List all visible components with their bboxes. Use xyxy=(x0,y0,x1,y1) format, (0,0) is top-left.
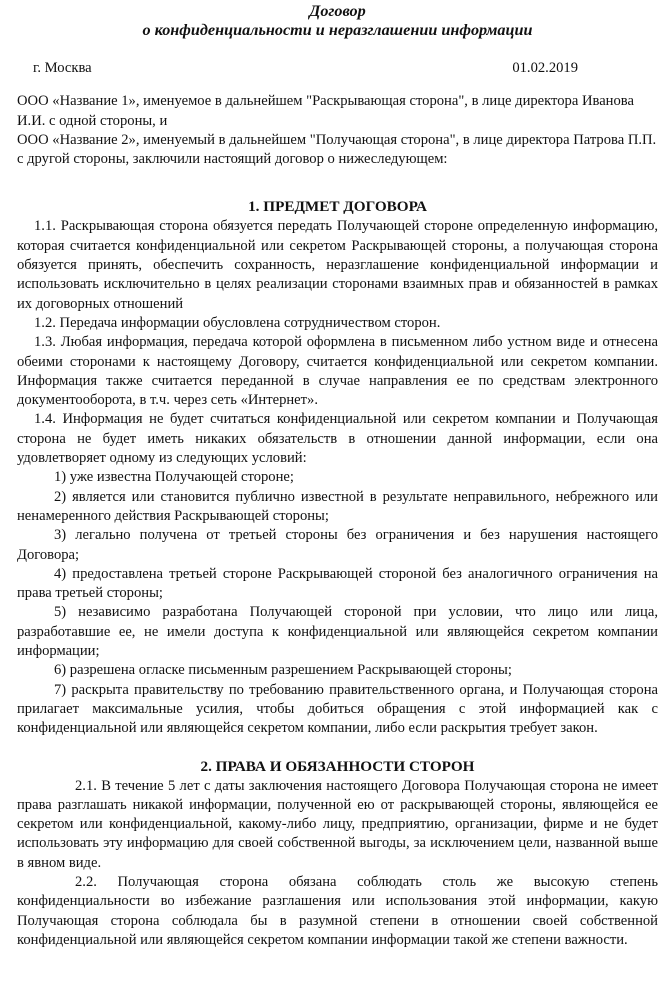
party-1: ООО «Название 1», именуемое в дальнейшем "Раскрывающая сторона", в лице директора Иванова И.И. с одной стороны, и xyxy=(17,93,634,129)
party-2: ООО «Название 2», именуемый в дальнейшем "Получающая сторона", в лице директора Патрова П.П. с другой стороны, заключили настоящий договор о нижеследующем: xyxy=(17,131,657,168)
date: 01.02.2019 xyxy=(512,60,578,76)
place: г. Москва xyxy=(33,60,92,76)
title-line-2: о конфиденциальности и неразглашении информации xyxy=(142,21,533,39)
section-2 xyxy=(17,757,658,951)
section-2-heading: 2. ПРАВА И ОБЯЗАННОСТИ СТОРОН xyxy=(200,757,475,775)
section-1 xyxy=(17,197,658,738)
place-date-row xyxy=(17,59,658,78)
section-1-heading: 1. ПРЕДМЕТ ДОГОВОРА xyxy=(248,198,427,216)
clause-1-3: 1.3. Любая информация, передача которой оформлена в письменном либо устном виде и отнесена обеими сторонами к настоящему Договору, считается конфиденциальной или секретом компании. Информация также считается переданной в случае направления ее по средствам электронного документооборота, в т.ч. через сеть «Интернет». xyxy=(17,334,658,409)
clause-2-2: 2.2. Получающая сторона обязана соблюдать столь же высокую степень конфиденциальности во избежание разглашения или использования этой информации, какую Получающая сторона соблюдала бы в разумной степени в отношении своей собственной конфиденциальной или являющейся секретом компании информации такой же степени важности. xyxy=(17,873,658,948)
document-title xyxy=(17,0,658,40)
clause-1-1: 1.1. Раскрывающая сторона обязуется передать Получающей стороне определенную информацию, которая считается конфиденциальной или секретом Раскрывающей стороны, а получающая сторона обязуется принять, обеспечить сохранность, неразглашение конфиденциальной информации и использовать исключительно в целях реализации сторонами взаимных прав и обязанностей в рамках их договорных отношений xyxy=(17,218,658,312)
condition-7: 7) раскрыта правительству по требованию правительственного органа, и Получающая сторона прилагает максимальные усилия, чтобы добиться обращения с этой информацией как с конфиденциальной или являющейся секретом компании, либо если раскрытия требует закон. xyxy=(17,681,658,737)
condition-4: 4) предоставлена третьей стороне Раскрывающей стороной без аналогичного ограничения на права третьей стороны; xyxy=(17,565,658,602)
clause-2-1: 2.1. В течение 5 лет с даты заключения настоящего Договора Получающая сторона не имеет права разглашать никакой информации, полученной ею от раскрывающей стороны, являющейся ее секретом или конфиденциальной, какому-либо лицу, предприятию, организации, фирме и не будет использовать эту информацию для своей собственной выгоды, за исключением цели, названной выше в явном виде. xyxy=(17,777,658,871)
condition-2: 2) является или становится публично известной в результате неправильного, небрежного или ненамеренного действия Раскрывающей стороны; xyxy=(17,488,658,524)
condition-5: 5) независимо разработана Получающей стороной при условии, что лицо или лица, разработавшие ее, не имели доступа к конфиденциальной или являющейся секретом компании информации; xyxy=(17,604,658,660)
parties xyxy=(17,92,658,169)
title-line-1: Договор xyxy=(309,2,366,20)
condition-6: 6) разрешена огласке письменным разрешением Раскрывающей стороны; xyxy=(54,662,512,679)
clause-1-4: 1.4. Информация не будет считаться конфиденциальной или секретом компании и Получающая сторона не будет иметь никаких обязательств в отношении данной информации, если она удовлетворяет одному из следующих условий: xyxy=(17,411,658,467)
condition-3: 3) легально получена от третьей стороны без ограничения и без нарушения настоящего Договора; xyxy=(17,527,658,563)
condition-1: 1) уже известна Получающей стороне; xyxy=(54,469,294,486)
clause-1-2: 1.2. Передача информации обусловлена сотрудничеством сторон. xyxy=(34,314,441,331)
